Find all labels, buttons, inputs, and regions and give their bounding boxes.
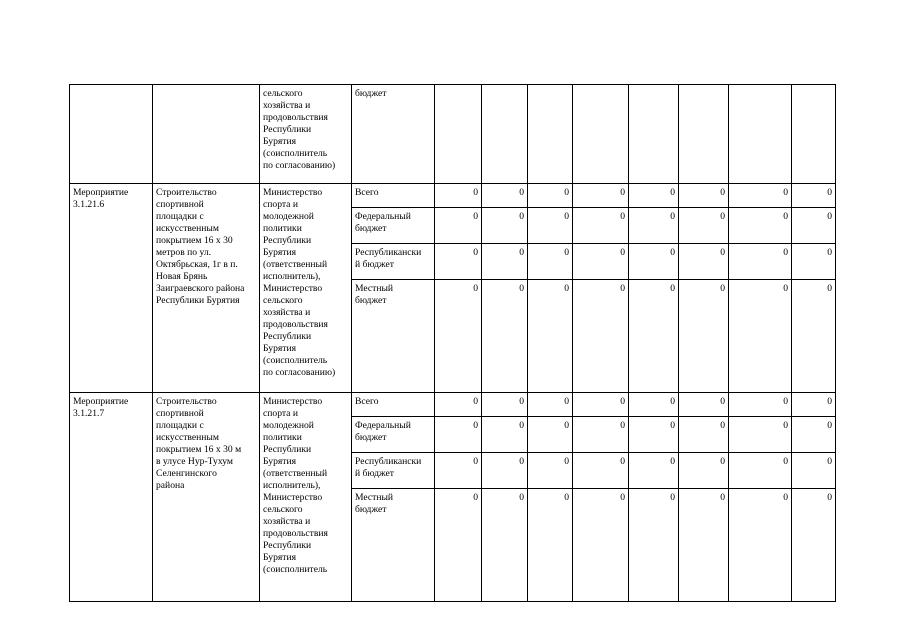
value-cell: 0 (435, 208, 482, 244)
value-cell: 0 (435, 244, 482, 280)
value-cell: 0 (482, 489, 528, 602)
value-cell: 0 (729, 417, 792, 453)
funding-source-cell: бюджет (352, 85, 435, 184)
value-cell: 0 (435, 417, 482, 453)
value-cell (792, 85, 836, 184)
event-name-cell: Строительство спортивной площадки с искусственным покрытием 16 х 30 м в улусе Нур-Тухум Селенгинского района (153, 393, 260, 602)
value-cell: 0 (435, 393, 482, 417)
table-body (70, 85, 836, 602)
value-cell: 0 (573, 184, 629, 208)
value-cell: 0 (792, 417, 836, 453)
value-cell: 0 (482, 244, 528, 280)
value-cell: 0 (629, 489, 679, 602)
value-cell: 0 (679, 417, 729, 453)
table-row (70, 393, 836, 417)
value-cell: 0 (792, 244, 836, 280)
value-cell: 0 (729, 244, 792, 280)
funding-source-cell: Местный бюджет (352, 489, 435, 602)
event-name-cell: Строительство спортивной площадки с искусственным покрытием 16 х 30 метров по ул. Октябрьская, 1г в п. Новая Брянь Заиграевского района Республики Бурятия (153, 184, 260, 393)
budget-table (69, 84, 836, 602)
name-cell (153, 85, 260, 184)
funding-source-cell: Местный бюджет (352, 280, 435, 393)
value-cell: 0 (729, 453, 792, 489)
value-cell: 0 (528, 280, 573, 393)
value-cell: 0 (729, 184, 792, 208)
value-cell (679, 85, 729, 184)
value-cell: 0 (792, 489, 836, 602)
value-cell: 0 (679, 280, 729, 393)
value-cell: 0 (729, 489, 792, 602)
funding-source-cell: Республикански й бюджет (352, 244, 435, 280)
value-cell: 0 (729, 393, 792, 417)
value-cell: 0 (629, 393, 679, 417)
value-cell: 0 (435, 184, 482, 208)
value-cell: 0 (573, 489, 629, 602)
value-cell: 0 (573, 244, 629, 280)
value-cell: 0 (792, 184, 836, 208)
funding-source-cell: Всего (352, 184, 435, 208)
value-cell: 0 (679, 453, 729, 489)
value-cell: 0 (679, 208, 729, 244)
table-row (70, 85, 836, 184)
table-row (70, 184, 836, 208)
value-cell (729, 85, 792, 184)
value-cell: 0 (792, 208, 836, 244)
value-cell: 0 (528, 393, 573, 417)
value-cell: 0 (573, 393, 629, 417)
value-cell: 0 (528, 417, 573, 453)
value-cell: 0 (482, 453, 528, 489)
value-cell: 0 (573, 417, 629, 453)
value-cell: 0 (528, 208, 573, 244)
value-cell: 0 (573, 453, 629, 489)
event-cell (70, 85, 153, 184)
value-cell: 0 (679, 393, 729, 417)
value-cell: 0 (629, 184, 679, 208)
value-cell: 0 (792, 453, 836, 489)
value-cell: 0 (482, 393, 528, 417)
value-cell: 0 (729, 208, 792, 244)
value-cell: 0 (629, 208, 679, 244)
value-cell: 0 (482, 184, 528, 208)
value-cell: 0 (528, 184, 573, 208)
value-cell: 0 (482, 417, 528, 453)
funding-source-cell: Всего (352, 393, 435, 417)
value-cell (528, 85, 573, 184)
value-cell: 0 (629, 453, 679, 489)
value-cell (629, 85, 679, 184)
funding-source-cell: Федеральный бюджет (352, 208, 435, 244)
executor-cell: Министерство спорта и молодежной политики Республики Бурятия (ответственный исполнитель), Министерство сельского хозяйства и продовольствия Республики Бурятия (соисполнитель (260, 393, 352, 602)
value-cell: 0 (482, 280, 528, 393)
value-cell (573, 85, 629, 184)
value-cell: 0 (482, 208, 528, 244)
event-id-cell: Мероприятие 3.1.21.6 (70, 184, 153, 393)
value-cell (435, 85, 482, 184)
value-cell: 0 (573, 280, 629, 393)
value-cell: 0 (629, 244, 679, 280)
value-cell: 0 (629, 280, 679, 393)
value-cell: 0 (528, 453, 573, 489)
value-cell: 0 (573, 208, 629, 244)
value-cell: 0 (629, 417, 679, 453)
value-cell: 0 (435, 453, 482, 489)
value-cell: 0 (679, 244, 729, 280)
value-cell: 0 (679, 489, 729, 602)
value-cell: 0 (435, 489, 482, 602)
executor-cell: Министерство спорта и молодежной политики Республики Бурятия (ответственный исполнитель), Министерство сельского хозяйства и продовольствия Республики Бурятия (соисполнитель по согласованию) (260, 184, 352, 393)
value-cell: 0 (679, 184, 729, 208)
value-cell: 0 (528, 244, 573, 280)
funding-source-cell: Республикански й бюджет (352, 453, 435, 489)
value-cell: 0 (792, 280, 836, 393)
executor-cell: сельского хозяйства и продовольствия Республики Бурятия (соисполнитель по согласованию) (260, 85, 352, 184)
value-cell: 0 (792, 393, 836, 417)
value-cell: 0 (435, 280, 482, 393)
funding-source-cell: Федеральный бюджет (352, 417, 435, 453)
event-id-cell: Мероприятие 3.1.21.7 (70, 393, 153, 602)
value-cell (482, 85, 528, 184)
value-cell: 0 (729, 280, 792, 393)
value-cell: 0 (528, 489, 573, 602)
